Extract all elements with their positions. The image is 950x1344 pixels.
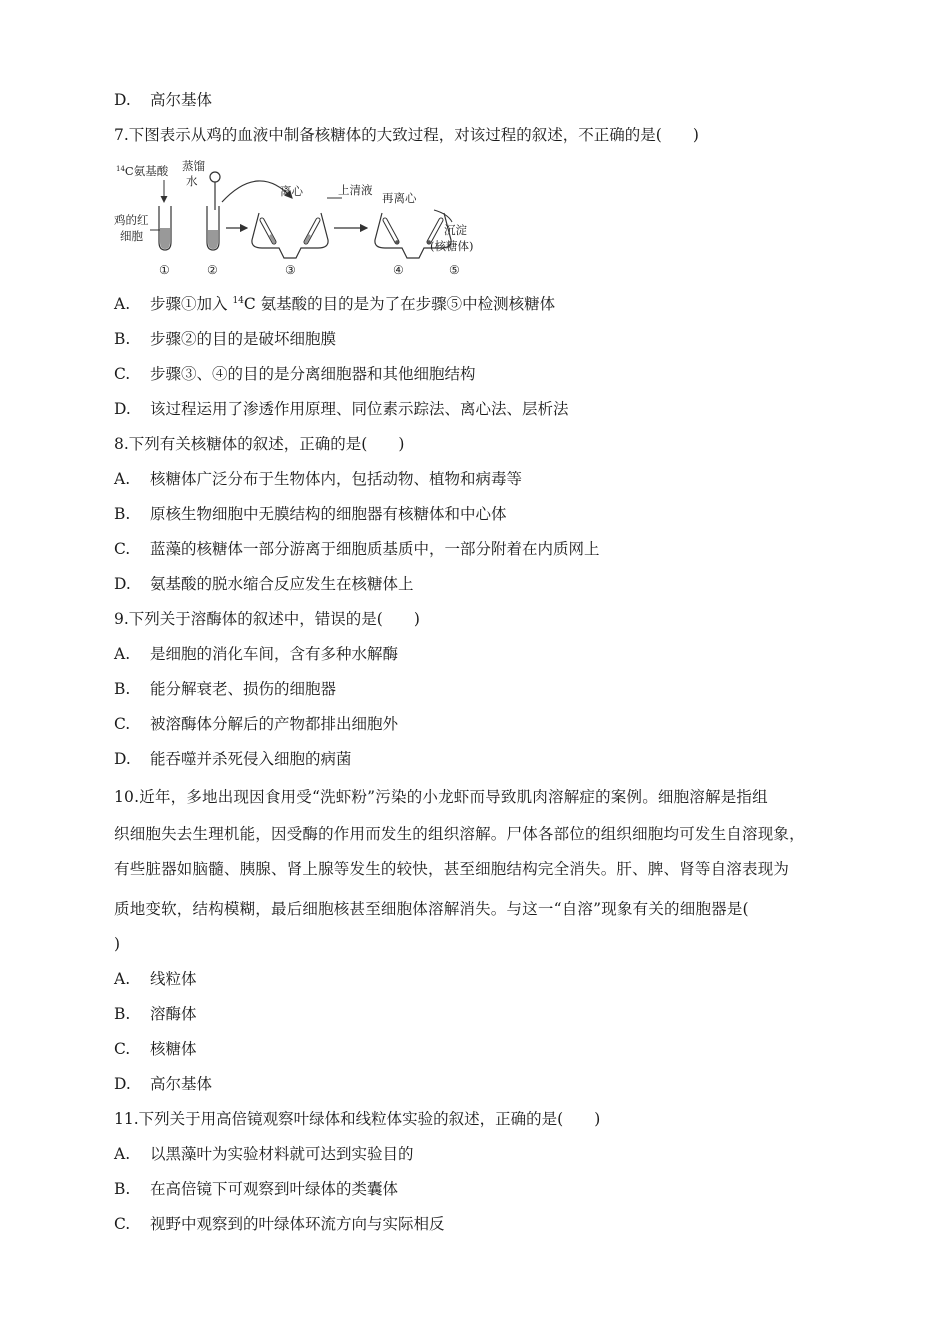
c14-label: $^{14}$C氨基酸 (116, 164, 169, 178)
option-letter: D. (114, 91, 131, 109)
cell-label-2: 细胞 (120, 229, 143, 243)
option-text: C 氨基酸的目的是为了在步骤⑤中检测核糖体 (243, 295, 556, 313)
q7-option-d (114, 398, 854, 420)
q8-option-c (114, 538, 854, 560)
q7-stem: 7.下图表示从鸡的血液中制备核糖体的大致过程，对该过程的叙述，不正确的是( ) (114, 126, 699, 144)
option-text: 在高倍镜下可观察到叶绿体的类囊体 (150, 1180, 399, 1198)
q9-option-a (114, 643, 854, 665)
test-tube-1 (159, 206, 171, 250)
q11-option-a (114, 1143, 854, 1165)
q10-option-d (114, 1073, 854, 1095)
q9-stem: 9.下列关于溶酶体的叙述中，错误的是( ) (114, 610, 420, 628)
option-text: 能吞噬并杀死侵入细胞的病菌 (150, 750, 352, 768)
isotope-superscript: 14 (232, 296, 244, 306)
option-text: 溶酶体 (150, 1005, 197, 1023)
step-5-label: ⑤ (449, 263, 460, 277)
q9-option-d (114, 748, 854, 770)
recentrifuge-label: 再离心 (382, 191, 417, 205)
option-letter: C. (114, 1215, 131, 1233)
q7-option-b (114, 328, 854, 350)
option-letter: B. (114, 1005, 131, 1023)
option-text: 氨基酸的脱水缩合反应发生在核糖体上 (150, 575, 414, 593)
option-text: 以黑藻叶为实验材料就可达到实验目的 (150, 1145, 414, 1163)
option-letter: D. (114, 575, 131, 593)
option-text: 步骤③、④的目的是分离细胞器和其他细胞结构 (150, 365, 476, 383)
option-letter: B. (114, 680, 131, 698)
q10-stem-line-4: 质地变软，结构模糊，最后细胞核甚至细胞体溶解消失。与这一“自溶”现象有关的细胞器是( (114, 900, 749, 918)
option-letter: A. (114, 1145, 131, 1163)
step-3-label: ③ (285, 263, 296, 277)
option-text: 被溶酶体分解后的产物都排出细胞外 (150, 715, 399, 733)
option-text: 该过程运用了渗透作用原理、同位素示踪法、离心法、层析法 (150, 400, 569, 418)
q9-option-c (114, 713, 854, 735)
centrifuge-label: 离心 (280, 184, 303, 198)
sediment-label-1: 沉淀 (444, 223, 467, 237)
centrifuge-1 (252, 213, 328, 258)
q10-stem-line-1: 10.近年，多地出现因食用受“洗虾粉”污染的小龙虾而导致肌肉溶解症的案例。细胞溶解是指组 (114, 788, 768, 806)
option-text: 原核生物细胞中无膜结构的细胞器有核糖体和中心体 (150, 505, 507, 523)
option-letter: A. (114, 295, 131, 313)
option-letter: C. (114, 715, 131, 733)
sediment-label-2: (核糖体) (430, 239, 474, 253)
q11-stem: 11.下列关于用高倍镜观察叶绿体和线粒体实验的叙述，正确的是( ) (114, 1110, 601, 1128)
q10-option-c (114, 1038, 854, 1060)
water-label-2: 水 (186, 174, 198, 188)
option-text: 线粒体 (150, 970, 197, 988)
option-letter: C. (114, 365, 131, 383)
step-2-label: ② (207, 263, 218, 277)
option-text: 高尔基体 (150, 91, 213, 109)
option-text: 是细胞的消化车间，含有多种水解酶 (150, 645, 399, 663)
q11-option-b (114, 1178, 854, 1200)
step-1-label: ① (159, 263, 170, 277)
option-letter: A. (114, 645, 131, 663)
q8-option-b (114, 503, 854, 525)
q9-option-b (114, 678, 854, 700)
option-letter: B. (114, 330, 131, 348)
q11-option-c (114, 1213, 854, 1235)
option-letter: B. (114, 505, 131, 523)
option-letter: C. (114, 540, 131, 558)
option-text: 能分解衰老、损伤的细胞器 (150, 680, 337, 698)
step-4-label: ④ (393, 263, 404, 277)
q10-option-a (114, 968, 854, 990)
supernatant-label: 上清液 (338, 183, 373, 197)
option-text: 核糖体 (150, 1040, 197, 1058)
test-tube-2 (207, 206, 219, 250)
option-text: 蓝藻的核糖体一部分游离于细胞质基质中，一部分附着在内质网上 (150, 540, 600, 558)
q10-stem-line-5: ) (114, 935, 121, 953)
option-letter: D. (114, 750, 131, 768)
option-text: 高尔基体 (150, 1075, 213, 1093)
option-letter: B. (114, 1180, 131, 1198)
option-text: 核糖体广泛分布于生物体内，包括动物、植物和病毒等 (150, 470, 523, 488)
q10-stem-line-2: 织细胞失去生理机能，因受酶的作用而发生的组织溶解。尸体各部位的组织细胞均可发生自溶现象， (114, 825, 805, 843)
q8-option-d (114, 573, 854, 595)
q7-option-a (114, 293, 854, 315)
option-letter: A. (114, 970, 131, 988)
water-label-1: 蒸馏 (182, 159, 205, 173)
option-text: 步骤②的目的是破坏细胞膜 (150, 330, 337, 348)
cell-label-1: 鸡的红 (114, 213, 149, 227)
q10-option-b (114, 1003, 854, 1025)
option-letter: A. (114, 470, 131, 488)
q6-option-d (114, 89, 854, 111)
option-text: 步骤①加入 (150, 295, 233, 313)
q10-stem-line-3: 有些脏器如脑髓、胰腺、肾上腺等发生的较快，甚至细胞结构完全消失。肝、脾、肾等自溶表现为 (114, 860, 790, 878)
option-letter: C. (114, 1040, 131, 1058)
q8-stem: 8.下列有关核糖体的叙述，正确的是( ) (114, 435, 405, 453)
process-diagram (114, 158, 484, 278)
q8-option-a (114, 468, 854, 490)
option-text: 视野中观察到的叶绿体环流方向与实际相反 (150, 1215, 445, 1233)
option-letter: D. (114, 1075, 131, 1093)
q7-option-c (114, 363, 854, 385)
ribosome-prep-figure (114, 158, 484, 278)
option-letter: D. (114, 400, 131, 418)
dropper (210, 172, 220, 210)
